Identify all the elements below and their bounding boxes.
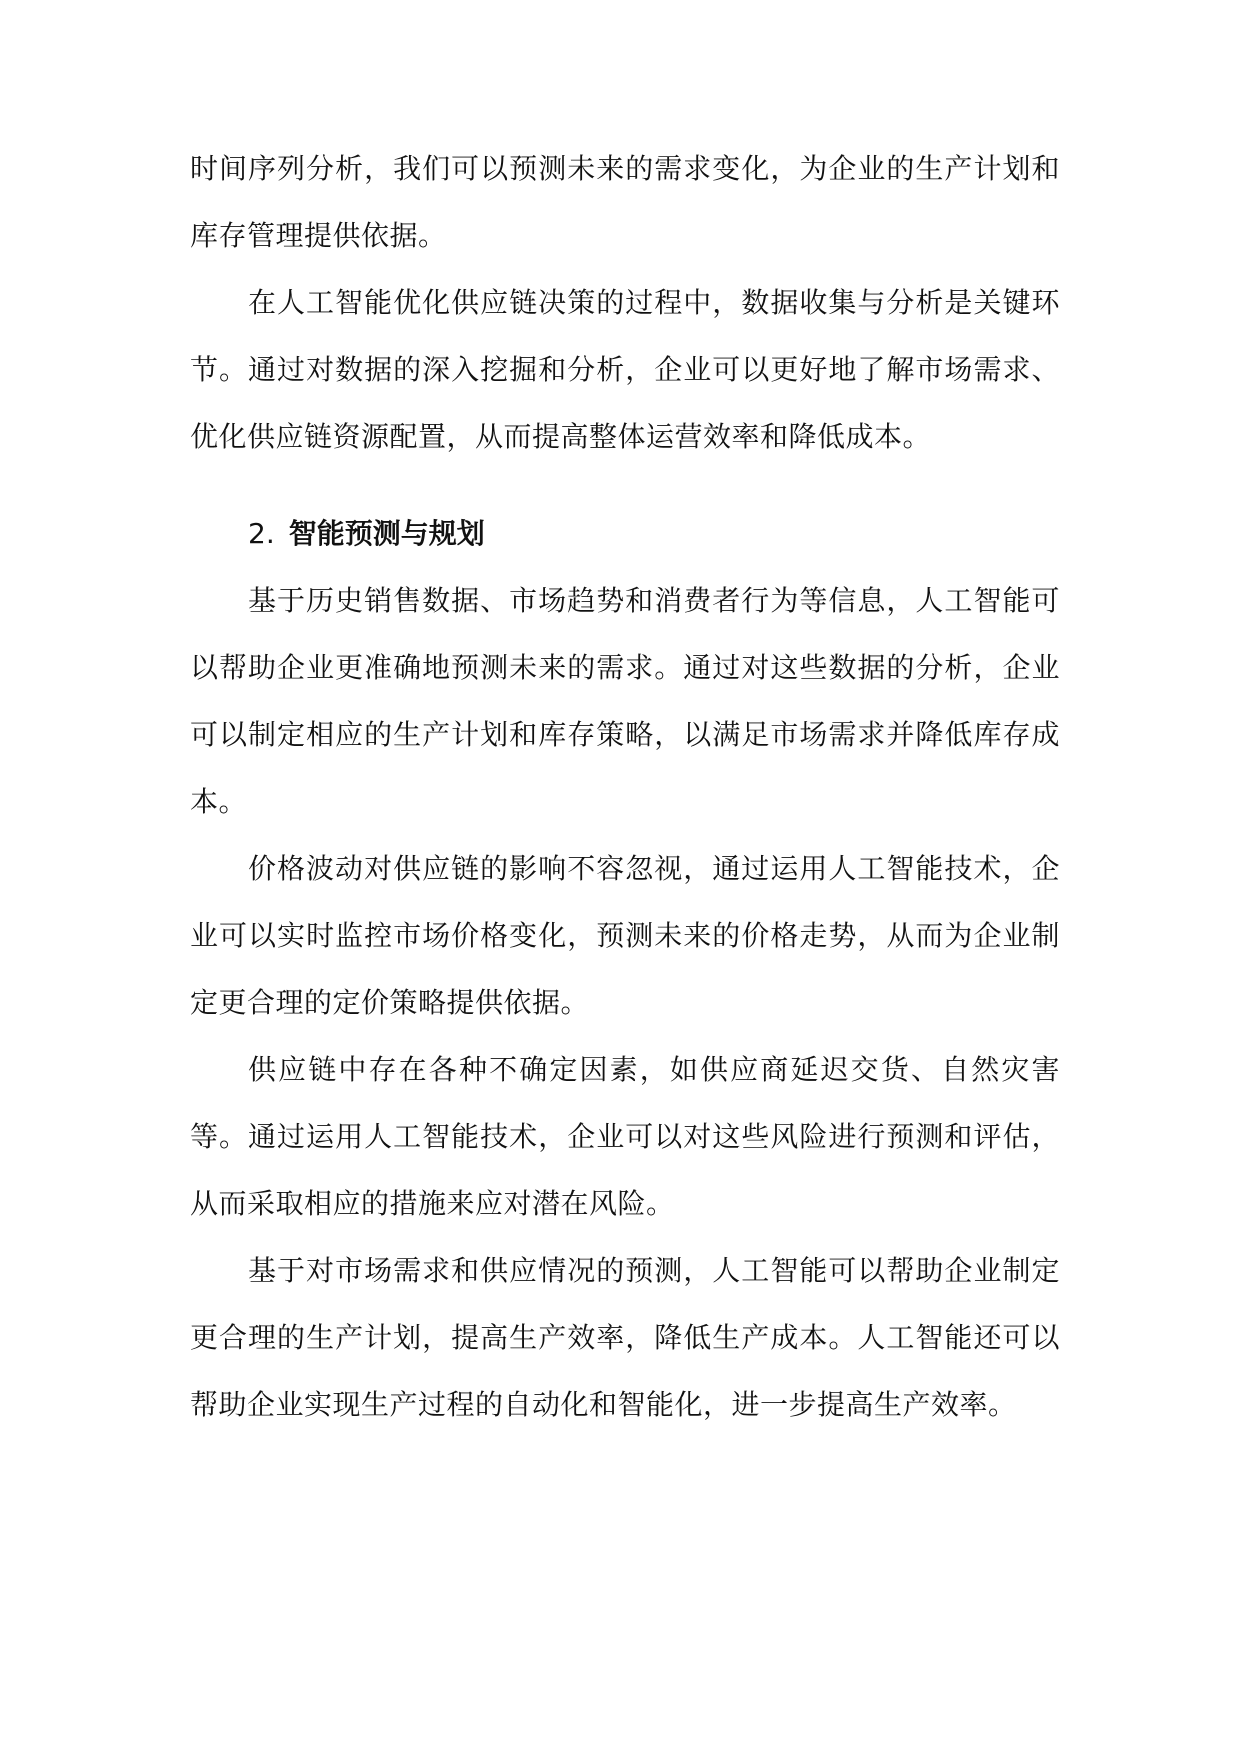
paragraph-continuation: 时间序列分析，我们可以预测未来的需求变化，为企业的生产计划和库存管理提供依据。 — [190, 152, 1060, 252]
section-heading — [190, 500, 1060, 567]
section-title: 智能预测与规划 — [288, 517, 485, 550]
paragraph-demand-forecast: 基于历史销售数据、市场趋势和消费者行为等信息，人工智能可以帮助企业更准确地预测未来的需求。通过对这些数据的分析，企业可以制定相应的生产计划和库存策略，以满足市场需求并降低库存成本。 — [190, 584, 1060, 818]
paragraph-production-planning: 基于对市场需求和供应情况的预测，人工智能可以帮助企业制定更合理的生产计划，提高生产效率，降低生产成本。人工智能还可以帮助企业实现生产过程的自动化和智能化，进一步提高生产效率。 — [190, 1254, 1060, 1421]
paragraph-price-forecast: 价格波动对供应链的影响不容忽视，通过运用人工智能技术，企业可以实时监控市场价格变化，预测未来的价格走势，从而为企业制定更合理的定价策略提供依据。 — [190, 852, 1060, 1019]
document-page — [190, 135, 1060, 1438]
paragraph-data-analysis: 在人工智能优化供应链决策的过程中，数据收集与分析是关键环节。通过对数据的深入挖掘和分析，企业可以更好地了解市场需求、优化供应链资源配置，从而提高整体运营效率和降低成本。 — [190, 286, 1060, 453]
section-number: 2. — [248, 517, 275, 550]
paragraph-risk-forecast: 供应链中存在各种不确定因素，如供应商延迟交货、自然灾害等。通过运用人工智能技术，企业可以对这些风险进行预测和评估，从而采取相应的措施来应对潜在风险。 — [190, 1053, 1060, 1220]
